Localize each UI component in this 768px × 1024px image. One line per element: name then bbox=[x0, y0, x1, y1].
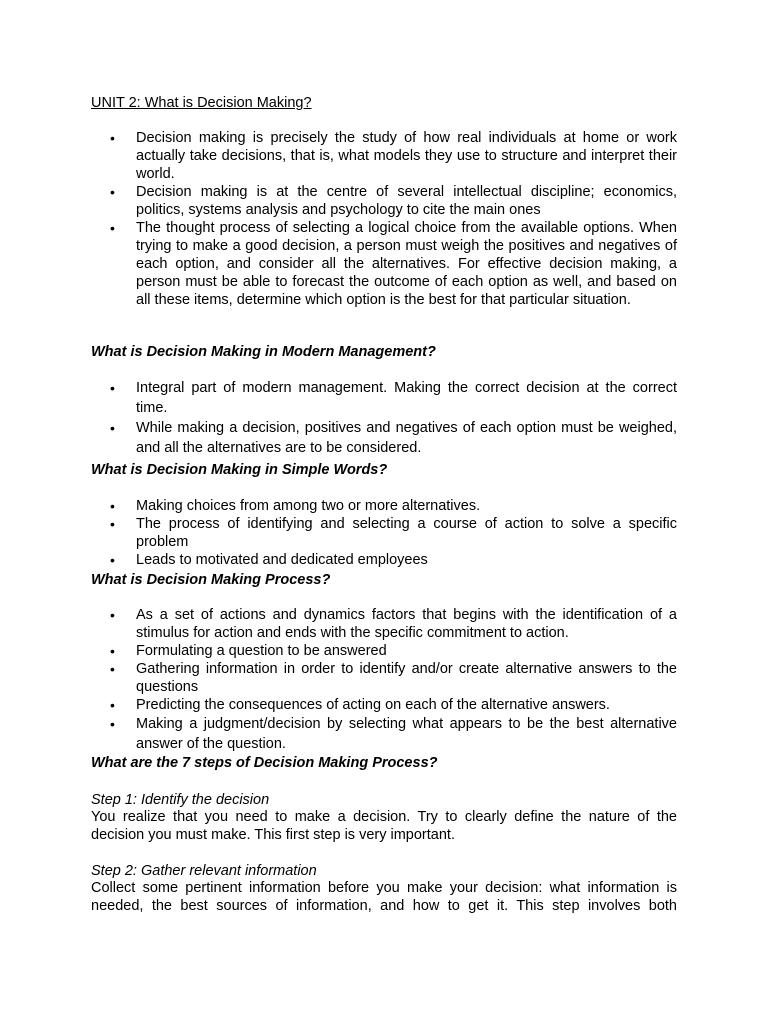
bullet-icon: • bbox=[110, 716, 115, 732]
intro-bullet-list bbox=[110, 129, 677, 309]
bullet-icon: • bbox=[110, 607, 115, 623]
list-item-text: Decision making is precisely the study of how real individuals at home or work actually take decisions, that is, what models they use to structure and interpret their world. bbox=[136, 130, 677, 182]
list-item bbox=[110, 378, 677, 418]
list-item-text: The thought process of selecting a logical choice from the available options. When trying to make a good decision, a person must weigh the positives and negatives of each option, and consider all the alternatives. For effective decision making, a person must be able to forecast the outcome of each option as well, and based on all these items, determine which option is the best for that particular situation. bbox=[136, 220, 677, 308]
bullet-icon: • bbox=[110, 420, 115, 436]
list-item bbox=[110, 696, 677, 714]
list-item-text: The process of identifying and selecting a course of action to solve a specific problem bbox=[136, 516, 677, 550]
step-2-body: Collect some pertinent information before you make your decision: what information is needed, the best sources of information, and how to get it. This step involves both bbox=[91, 880, 677, 914]
step-1-label: Step 1: Identify the decision bbox=[91, 792, 270, 808]
bullet-icon: • bbox=[110, 130, 115, 146]
bullet-icon: • bbox=[110, 220, 115, 236]
list-item bbox=[110, 660, 677, 696]
list-item-text: Decision making is at the centre of several intellectual discipline; economics, politics, systems analysis and psychology to cite the main ones bbox=[136, 184, 677, 218]
document-title: UNIT 2: What is Decision Making? bbox=[91, 95, 312, 111]
bullet-icon: • bbox=[110, 697, 115, 713]
list-item bbox=[110, 129, 677, 183]
list-item-text: Making a judgment/decision by selecting what appears to be the best alternative answer of the question. bbox=[136, 716, 677, 752]
step-2-label: Step 2: Gather relevant information bbox=[91, 863, 317, 879]
section-heading-seven-steps: What are the 7 steps of Decision Making Process? bbox=[91, 755, 438, 771]
list-item-text: Making choices from among two or more alternatives. bbox=[136, 498, 481, 514]
list-item bbox=[110, 714, 677, 754]
section-heading-process: What is Decision Making Process? bbox=[91, 572, 331, 588]
list-item-text: Predicting the consequences of acting on each of the alternative answers. bbox=[136, 697, 610, 713]
list-item bbox=[110, 606, 677, 642]
list-item bbox=[110, 183, 677, 219]
list-item-text: Gathering information in order to identify and/or create alternative answers to the questions bbox=[136, 661, 677, 695]
list-item bbox=[110, 497, 677, 515]
bullet-icon: • bbox=[110, 498, 115, 514]
bullet-icon: • bbox=[110, 661, 115, 677]
list-item-text: Integral part of modern management. Making the correct decision at the correct time. bbox=[136, 380, 677, 416]
simple-words-bullet-list bbox=[110, 497, 677, 569]
list-item-text: As a set of actions and dynamics factors that begins with the identification of a stimulus for action and ends with the specific commitment to action. bbox=[136, 607, 677, 641]
list-item bbox=[110, 418, 677, 458]
list-item-text: While making a decision, positives and negatives of each option must be weighed, and all the alternatives are to be considered. bbox=[136, 420, 677, 456]
section-heading-modern-management: What is Decision Making in Modern Management? bbox=[91, 344, 436, 360]
section-heading-simple-words: What is Decision Making in Simple Words? bbox=[91, 462, 388, 478]
modern-management-bullet-list bbox=[110, 378, 677, 458]
list-item-text: Leads to motivated and dedicated employees bbox=[136, 552, 428, 568]
bullet-icon: • bbox=[110, 380, 115, 396]
bullet-icon: • bbox=[110, 643, 115, 659]
list-item bbox=[110, 515, 677, 551]
list-item bbox=[110, 219, 677, 309]
bullet-icon: • bbox=[110, 552, 115, 568]
step-1-body: You realize that you need to make a decision. Try to clearly define the nature of the decision you must make. This first step is very important. bbox=[91, 809, 677, 843]
list-item bbox=[110, 551, 677, 569]
bullet-icon: • bbox=[110, 184, 115, 200]
bullet-icon: • bbox=[110, 516, 115, 532]
list-item bbox=[110, 642, 677, 660]
list-item-text: Formulating a question to be answered bbox=[136, 643, 387, 659]
process-bullet-list bbox=[110, 606, 677, 754]
